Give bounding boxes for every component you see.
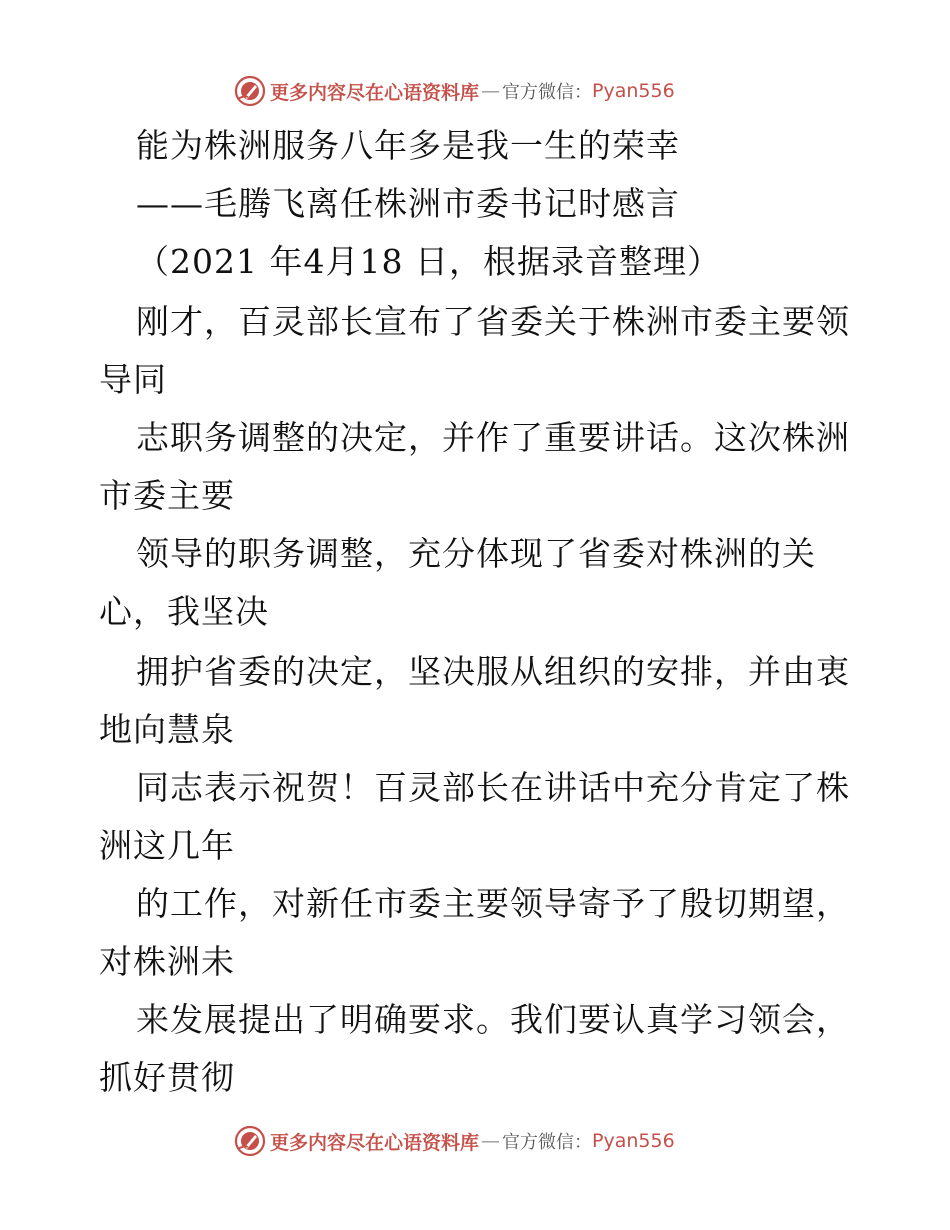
quill-pen-logo-icon bbox=[234, 1125, 266, 1157]
paragraph-line: 地向慧泉 bbox=[99, 710, 235, 749]
paragraph-line: 志职务调整的决定，并作了重要讲话。这次株洲 bbox=[136, 418, 850, 457]
banner-slogan: 更多内容尽在心语资料库 bbox=[270, 81, 480, 104]
paragraph-line: 洲这几年 bbox=[99, 826, 235, 865]
banner-separator: — bbox=[481, 80, 501, 102]
quill-pen-logo-icon bbox=[234, 75, 266, 107]
banner-wechat-label: 官方微信： bbox=[502, 1132, 593, 1153]
paragraph-line: 同志表示祝贺！百灵部长在讲话中充分肯定了株 bbox=[136, 768, 850, 807]
paragraph-line: 的工作，对新任市委主要领导寄予了殷切期望， bbox=[136, 884, 850, 923]
banner-wechat-account: Pyan556 bbox=[592, 80, 675, 102]
document-note: （2021 年4月18 日，根据录音整理） bbox=[136, 242, 721, 281]
header-banner bbox=[234, 74, 675, 108]
footer-banner bbox=[234, 1124, 675, 1158]
paragraph-line: 抓好贯彻 bbox=[99, 1058, 235, 1097]
paragraph-line: 对株洲未 bbox=[99, 942, 235, 981]
paragraph-line: 心，我坚决 bbox=[99, 592, 269, 631]
paragraph-line: 刚才，百灵部长宣布了省委关于株洲市委主要领 bbox=[136, 302, 850, 341]
paragraph-line: 领导的职务调整，充分体现了省委对株洲的关 bbox=[136, 534, 816, 573]
banner-separator: — bbox=[481, 1130, 501, 1152]
banner-slogan: 更多内容尽在心语资料库 bbox=[270, 1131, 480, 1154]
document-subtitle: ——毛腾飞离任株洲市委书记时感言 bbox=[136, 184, 680, 223]
paragraph-line: 导同 bbox=[99, 360, 167, 399]
paragraph-line: 来发展提出了明确要求。我们要认真学习领会， bbox=[136, 1000, 850, 1039]
paragraph-line: 市委主要 bbox=[99, 476, 235, 515]
paragraph-line: 拥护省委的决定，坚决服从组织的安排，并由衷 bbox=[136, 652, 850, 691]
banner-wechat-account: Pyan556 bbox=[592, 1130, 675, 1152]
banner-wechat-label: 官方微信： bbox=[502, 82, 593, 103]
document-title: 能为株洲服务八年多是我一生的荣幸 bbox=[136, 126, 680, 165]
